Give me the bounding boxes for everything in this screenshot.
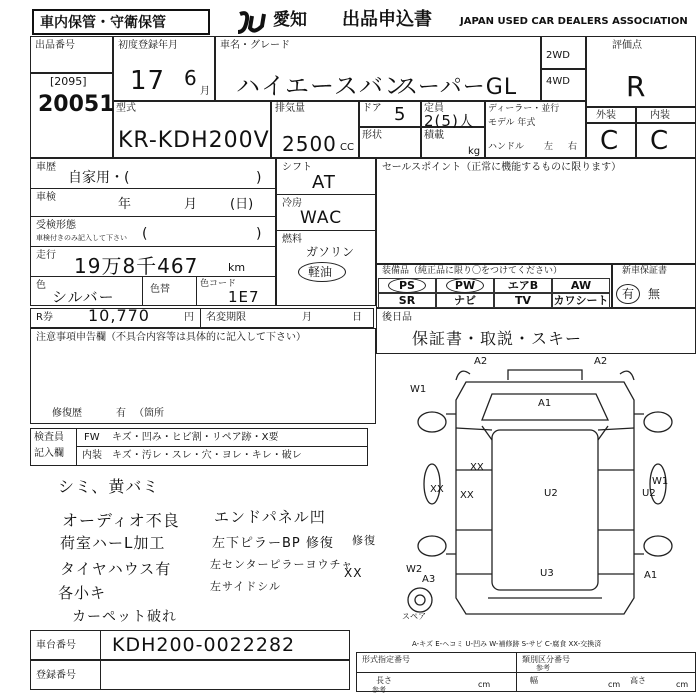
recycle-ticket-label: R券 [36, 312, 53, 323]
fuel-label: 燃料 [282, 234, 302, 245]
acceptance-note: 車検付きのみ記入して下さい [36, 234, 127, 242]
equipment-grid [378, 278, 610, 308]
note-line-2: オーディオ不良 [62, 511, 180, 530]
name-change-label: 名変期限 [206, 312, 246, 323]
registration-year: 17 [130, 66, 166, 96]
equipment-item: AW [552, 278, 610, 293]
interior-grade: C [650, 126, 670, 156]
warranty-have-circle [616, 284, 640, 304]
acceptance-open: ( [142, 226, 148, 242]
handle-label: ハンドル [488, 142, 525, 152]
diagram-mark-a2-left: A2 [474, 356, 488, 367]
registration-month: 6 [184, 66, 198, 90]
brand-logo-icon [236, 10, 272, 36]
displacement-label: 排気量 [275, 103, 305, 114]
dim-height-unit: cm [676, 680, 689, 689]
vehicle-grade: スーパーGL [396, 75, 518, 100]
diagram-mark-u3: U3 [540, 568, 554, 579]
dim-note-1: 参考 [372, 686, 386, 694]
inspection-year: 年 [118, 197, 132, 212]
note-right-3: 左センターピラーヨウチャ [210, 558, 354, 571]
sales-point-box [376, 158, 696, 264]
storage-label-box [32, 9, 210, 35]
category-number-label: 類別区分番号 [522, 655, 570, 664]
recycle-ticket-unit: 円 [184, 312, 194, 323]
dim-height-label: 高さ [630, 676, 646, 685]
model-year-label: モデル 年式 [488, 118, 536, 128]
load-unit: kg [468, 146, 481, 157]
doors-value: 5 [394, 104, 407, 125]
lot-number: 20051 [38, 92, 115, 117]
drive-2wd: 2WD [546, 50, 570, 61]
aircon-label: 冷房 [282, 198, 302, 209]
inspector-row1-a: FW [84, 432, 100, 443]
storage-label: 車内保管・守衛保管 [40, 15, 166, 31]
chassis-label: 車台番号 [36, 640, 76, 651]
dim-length-unit: cm [478, 680, 491, 689]
notes-label: 注意事項申告欄（不具合内容等は具体的に記入して下さい） [36, 332, 306, 343]
inspector-row2-rest: キズ・汚レ・スレ・穴・ヨレ・キレ・破レ [112, 450, 302, 461]
diagram-mark-w2: W2 [406, 564, 423, 575]
equipment-item: PS [378, 278, 436, 293]
equipment-item: カワシート [553, 294, 609, 307]
dim-width-unit: cm [608, 680, 621, 689]
extras-label: 後日品 [382, 312, 412, 323]
fuel-diesel: 軽油 [308, 265, 333, 279]
fuel-gasoline: ガソリン [306, 245, 355, 259]
inspection-day: (日) [230, 197, 254, 212]
mileage-label: 走行 [36, 250, 56, 261]
equipment-item: ナビ [436, 293, 494, 308]
brand-region: 愛知 [273, 10, 307, 30]
interior-label: 内装 [650, 110, 670, 121]
note-right-note: 修復 [352, 534, 376, 547]
equipment-circle [388, 278, 426, 293]
model-label: 型式 [116, 103, 136, 114]
inspector-label-1: 検査員 [34, 432, 64, 443]
association-name: JAPAN USED CAR DEALERS ASSOCIATION [460, 16, 688, 27]
diagram-mark-xx-1: XX [470, 462, 484, 473]
inspector-row2-a: 内装 [82, 450, 102, 461]
warranty-none: 無 [648, 287, 661, 301]
capacity-label: 定員 [424, 103, 444, 114]
vehicle-name-label: 車名・グレード [220, 40, 290, 51]
drive-4wd: 4WD [546, 76, 570, 87]
note-line-3: 荷室ハーL加工 [60, 534, 166, 552]
form-number-label: 形式指定番号 [362, 655, 410, 664]
vehicle-name: ハイエースバン [236, 72, 409, 100]
extras-value: 保証書・取説・スキー [412, 329, 583, 348]
color-value: シルバー [52, 288, 115, 306]
exterior-grade: C [600, 126, 620, 156]
rating-label: 評価点 [612, 40, 642, 51]
history-label: 車歴 [36, 162, 56, 173]
name-change-month: 月 [302, 312, 312, 323]
displacement-value: 2500 [282, 132, 337, 156]
name-change-day: 日 [352, 312, 362, 323]
note-line-5: 各小キ [58, 584, 107, 602]
registration-month-unit: 月 [200, 86, 210, 97]
shape-label: 形状 [362, 130, 382, 141]
equipment-circle [446, 278, 484, 293]
chassis-value: KDH200-0022282 [112, 634, 296, 656]
plate-label: 登録番号 [36, 670, 76, 681]
diagram-mark-xx-2: XX [460, 490, 474, 501]
note-right-4: 左サイドシル [210, 580, 281, 593]
equipment-item: TV [494, 293, 552, 308]
acceptance-close: ) [256, 226, 262, 242]
plate-box [30, 660, 350, 690]
car-damage-diagram [396, 356, 696, 640]
diagram-mark-w1-left: W1 [410, 384, 427, 395]
handle-right: 右 [568, 142, 578, 152]
diagram-mark-a1-top: A1 [538, 398, 552, 409]
recycle-ticket-value: 10,770 [88, 306, 150, 325]
dim-length-label: 長さ [376, 676, 392, 685]
warranty-have: 有 [622, 287, 635, 301]
form-title: 出品申込書 [342, 9, 432, 30]
fuel-diesel-circle [298, 262, 346, 282]
load-label: 積載 [424, 130, 444, 141]
repair-bracket: （箇所 [134, 408, 164, 419]
inspection-label: 車検 [36, 192, 56, 203]
new-car-warranty-label: 新車保証書 [622, 266, 668, 276]
rating-score: R [626, 70, 647, 103]
diagram-mark-xx-3: XX [430, 484, 444, 495]
recycle-ticket-box [30, 308, 374, 328]
diagram-mark-a2-right: A2 [594, 356, 608, 367]
note-line-6: カーペット破れ [72, 609, 177, 625]
mileage-unit: km [228, 261, 246, 274]
inspector-label-2: 記入欄 [34, 448, 64, 459]
lot-sub-number: [2095] [50, 75, 87, 88]
model-value: KR-KDH200V [118, 128, 270, 153]
color-change-label: 色替 [150, 284, 170, 295]
diagram-mark-u2-left: U2 [544, 488, 558, 499]
mileage-value: 19万8千467 [74, 254, 199, 278]
color-code: 1E7 [228, 288, 260, 306]
history-value: 自家用・( [68, 170, 130, 186]
damage-legend: A-キズ E-ヘコミ U-凹み W-補修跡 S-サビ C-腐食 XX-交換済 [412, 640, 602, 648]
color-label: 色 [36, 280, 46, 291]
diagram-mark-w1-right: W1 [652, 476, 669, 487]
history-paren: ) [256, 170, 262, 186]
inspection-month: 月 [184, 197, 198, 212]
shift-label: シフト [282, 162, 312, 173]
spare-label: スペア [402, 612, 426, 621]
note-right-2: 左下ピラーBP 修復 [212, 536, 334, 551]
displacement-unit: CC [340, 142, 354, 153]
equipment-item: PW [436, 278, 494, 293]
note-right-mark: XX [344, 566, 363, 580]
diagram-mark-u2-right: U2 [642, 488, 656, 499]
handle-left: 左 [544, 142, 554, 152]
capacity-value: 2(5)人 [424, 112, 475, 130]
diagram-mark-a3: A3 [422, 574, 436, 585]
sales-point-label: セールスポイント（正常に機能するものに限ります） [382, 162, 622, 173]
note-line-1: シミ、黄バミ [58, 477, 160, 496]
lot-label: 出品番号 [35, 40, 75, 51]
diagram-mark-a1-rear: A1 [644, 570, 658, 581]
doors-label: ドア [362, 103, 382, 114]
shift-value: AT [312, 172, 336, 193]
repair-value: 有 [116, 408, 126, 419]
acceptance-label: 受検形態 [36, 220, 76, 231]
dim-note-2: 参考 [536, 664, 550, 672]
equipment-item: SR [378, 293, 436, 308]
equipment-label: 装備品（純正品に限り〇をつけてください） [382, 266, 563, 276]
note-line-4: タイヤハウス有 [60, 560, 172, 578]
inspector-row1-rest: キズ・凹み・ヒビ割・リペア跡・X要 [112, 432, 279, 443]
dealer-label: ディーラー・並行 [488, 104, 560, 114]
color-code-label: 色コード [200, 279, 237, 289]
note-right-1: エンドパネル凹 [214, 508, 326, 526]
exterior-label: 外装 [596, 110, 616, 121]
dim-width-label: 幅 [530, 676, 538, 685]
registration-label: 初度登録年月 [118, 40, 178, 51]
equipment-item: エアB [494, 278, 552, 293]
repair-label: 修復歴 [52, 408, 82, 419]
aircon-value: WAC [300, 208, 343, 228]
